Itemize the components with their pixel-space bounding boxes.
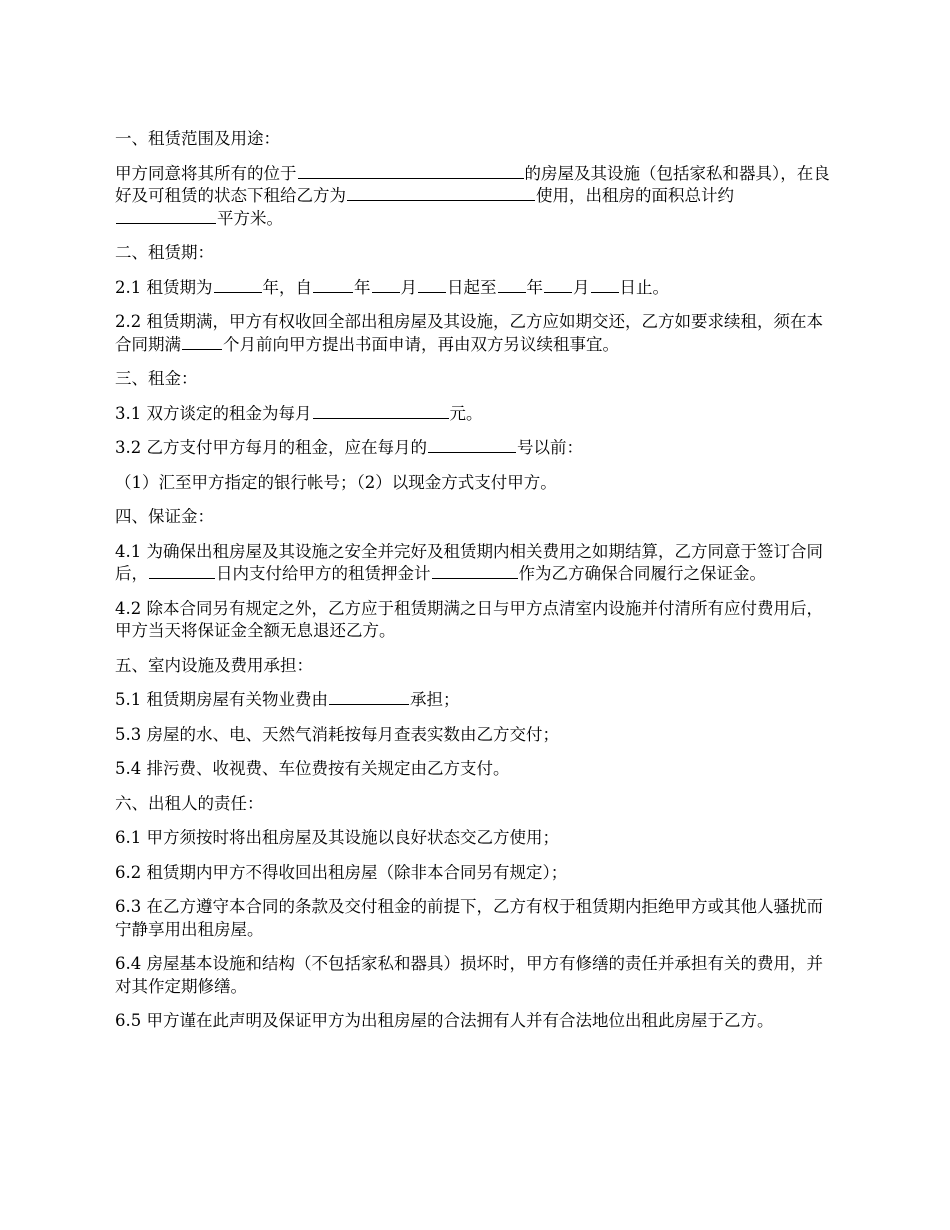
blank-years[interactable] xyxy=(214,277,262,293)
blank-end-month[interactable] xyxy=(544,277,572,293)
clause-6-2: 6.2 租赁期内甲方不得收回出租房屋（除非本合同另有规定）； xyxy=(115,862,568,882)
blank-end-year[interactable] xyxy=(498,277,526,293)
blank-property-fee-party[interactable] xyxy=(329,689,409,705)
clause-6-4: 6.4 房屋基本设施和结构（不包括家私和器具）损坏时，甲方有修缮的责任并承担有关的费用，并对其作定期修缮。 xyxy=(115,954,823,996)
blank-deposit-days[interactable] xyxy=(149,563,215,579)
blank-area[interactable] xyxy=(116,208,216,224)
blank-monthly-rent[interactable] xyxy=(313,403,449,419)
clause-4-1: 4.1 为确保出租房屋及其设施之安全并完好及租赁期内相关费用之如期结算，乙方同意于签订合同后， 日内支付给甲方的租赁押金计 作为乙方确保合同履行之保证金。 xyxy=(115,541,823,583)
blank-start-month[interactable] xyxy=(372,277,400,293)
clause-5-4: 5.4 排污费、收视费、车位费按有关规定由乙方支付。 xyxy=(115,759,510,778)
section-heading-5: 五、室内设施及费用承担： xyxy=(115,655,313,675)
blank-start-year[interactable] xyxy=(313,277,353,293)
clause-6-1: 6.1 甲方须按时将出租房屋及其设施以良好状态交乙方使用； xyxy=(115,828,559,847)
clause-5-3: 5.3 房屋的水、电、天然气消耗按每月查表实数由乙方交付； xyxy=(115,724,559,744)
section-heading-6: 六、出租人的责任： xyxy=(115,793,264,813)
blank-pay-day[interactable] xyxy=(428,437,516,453)
clause-2-2: 2.2 租赁期满，甲方有权收回全部出租房屋及其设施，乙方应如期交还，乙方如要求续租，须在本合同期满 个月前向甲方提出书面申请，再由双方另议续租事宜。 xyxy=(115,312,823,354)
clause-3-1: 3.1 双方谈定的租金为每月 元。 xyxy=(115,403,483,423)
clause-6-5: 6.5 甲方谨在此声明及保证甲方为出租房屋的合法拥有人并有合法地位出租此房屋于乙方。 xyxy=(115,1011,774,1030)
section-heading-1: 一、租赁范围及用途： xyxy=(115,129,280,148)
blank-start-day[interactable] xyxy=(418,277,446,293)
blank-renew-months[interactable] xyxy=(182,334,222,350)
clause-5-1: 5.1 租赁期房屋有关物业费由 承担； xyxy=(115,690,460,709)
clause-6-3: 6.3 在乙方遵守本合同的条款及交付租金的前提下，乙方有权于租赁期内拒绝甲方或其他人骚扰而宁静享用出租房屋。 xyxy=(115,897,823,939)
section-heading-4: 四、保证金： xyxy=(115,507,214,526)
clause-2-1: 2.1 租赁期为 年，自 年 月 日起至 年 月 日止。 xyxy=(115,277,669,297)
clause-3-payment-methods: （1）汇至甲方指定的银行帐号；（2）以现金方式支付甲方。 xyxy=(115,472,557,492)
blank-address[interactable] xyxy=(298,163,524,179)
clause-1: 甲方同意将其所有的位于 的房屋及其设施（包括家私和器具），在良好及可租赁的状态下租给乙方为 使用，出租房的面积总计约平方米。 xyxy=(115,163,830,228)
contract-page xyxy=(115,128,831,1045)
section-heading-2: 二、租赁期： xyxy=(115,243,214,262)
clause-4-2: 4.2 除本合同另有规定之外，乙方应于租赁期满之日与甲方点清室内设施并付清所有应付费用后，甲方当天将保证金全额无息退还乙方。 xyxy=(115,598,823,640)
blank-usage[interactable] xyxy=(347,185,535,201)
section-heading-3: 三、租金： xyxy=(115,369,198,388)
blank-end-day[interactable] xyxy=(591,277,619,293)
clause-3-2: 3.2 乙方支付甲方每月的租金，应在每月的 号以前： xyxy=(115,438,583,457)
blank-deposit-amount[interactable] xyxy=(432,563,518,579)
